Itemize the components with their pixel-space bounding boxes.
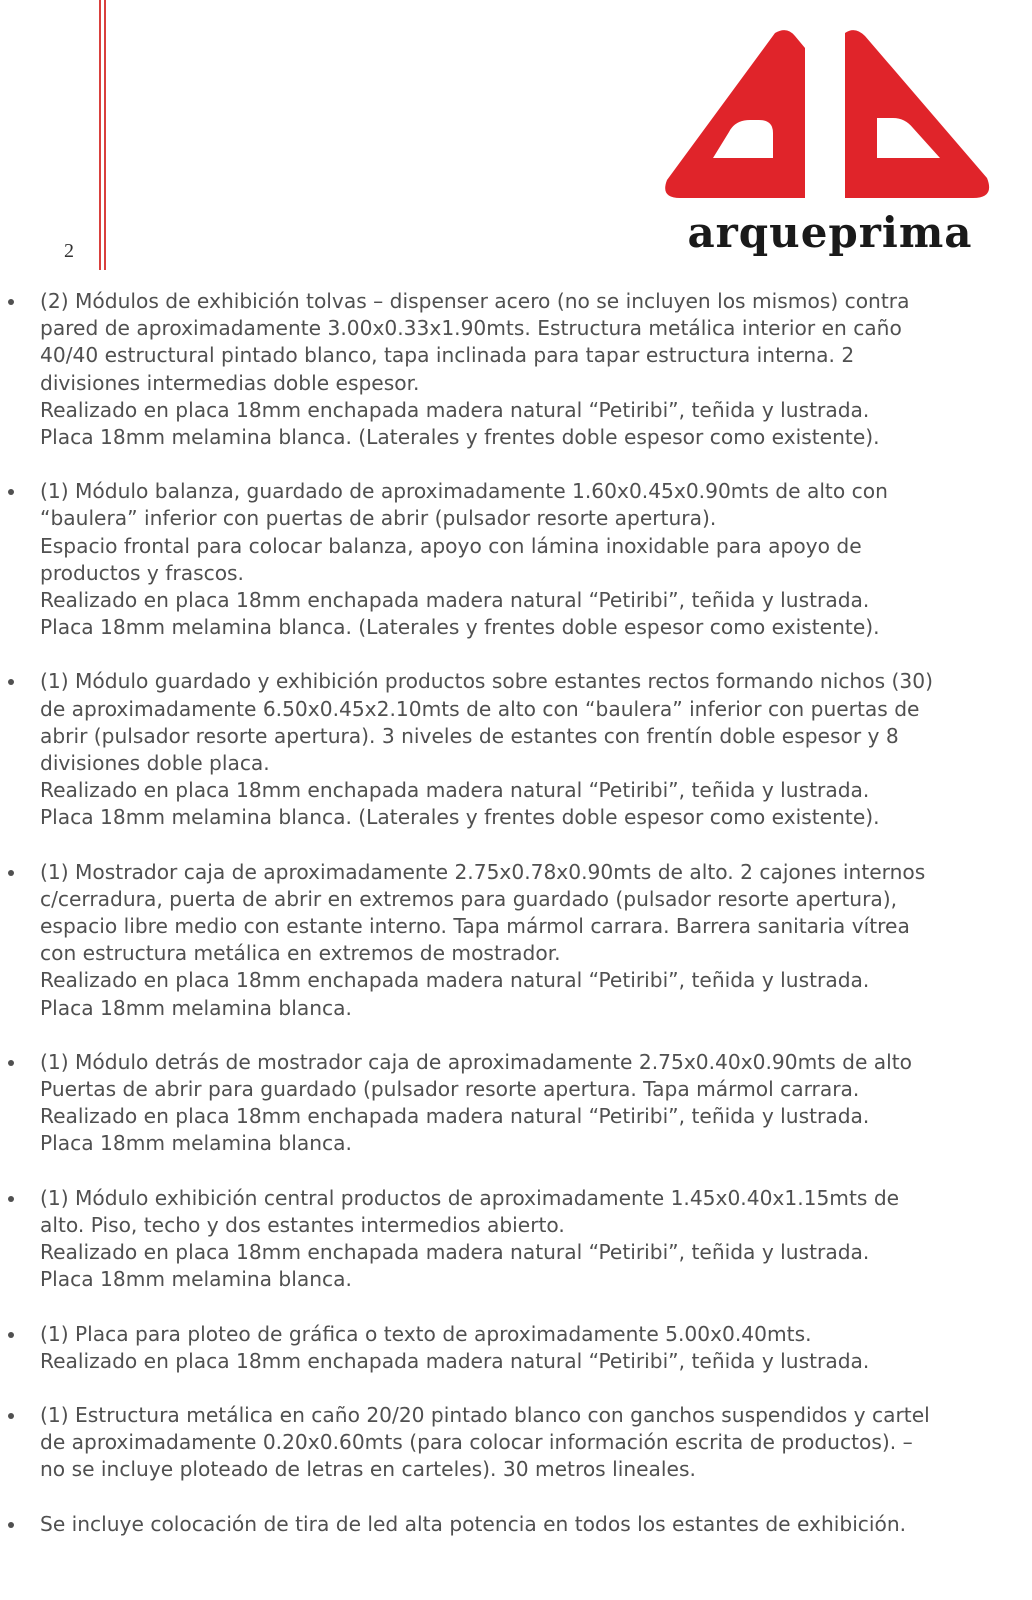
bullet-icon: [8, 679, 14, 685]
text-line: pared de aproximadamente 3.00x0.33x1.90mts. Estructura metálica interior en caño: [40, 316, 902, 341]
text-line: Placa 18mm melamina blanca. (Laterales y frentes doble espesor como existente).: [40, 615, 880, 640]
logo-mark-icon: [655, 28, 995, 208]
bullet-icon: [8, 1413, 14, 1419]
bullet-icon: [8, 870, 14, 876]
text-line: c/cerradura, puerta de abrir en extremos para guardado (pulsador resorte apertura),: [40, 886, 898, 911]
bullet-icon: [8, 1522, 14, 1528]
list-item: [0, 1321, 1032, 1375]
margin-line-left: [99, 0, 101, 270]
document-body: [0, 288, 1032, 1565]
list-item: [0, 478, 1032, 641]
text-line: 40/40 estructural pintado blanco, tapa inclinada para tapar estructura interna. 2: [40, 343, 855, 368]
text-line: (1) Módulo exhibición central productos de aproximadamente 1.45x0.40x1.15mts de: [40, 1185, 900, 1210]
text-line: de aproximadamente 0.20x0.60mts (para colocar información escrita de productos). –: [40, 1430, 913, 1455]
text-line: (2) Módulos de exhibición tolvas – dispenser acero (no se incluyen los mismos) contra: [40, 289, 910, 313]
text-line: no se incluye ploteado de letras en carteles). 30 metros lineales.: [40, 1457, 696, 1482]
list-item: [0, 1049, 1032, 1158]
margin-line-right: [104, 0, 106, 270]
bullet-icon: [8, 489, 14, 495]
text-line: (1) Placa para ploteo de gráfica o texto de aproximadamente 5.00x0.40mts.: [40, 1321, 812, 1346]
page-number: 2: [64, 240, 74, 262]
text-line: (1) Módulo guardado y exhibición productos sobre estantes rectos formando nichos (30): [40, 669, 933, 694]
text-line: (1) Módulo balanza, guardado de aproximadamente 1.60x0.45x0.90mts de alto con: [40, 479, 888, 504]
text-line: Realizado en placa 18mm enchapada madera natural “Petiribi”, teñida y lustrada.: [40, 1104, 870, 1129]
text-line: espacio libre medio con estante interno. Tapa mármol carrara. Barrera sanitaria vítrea: [40, 914, 910, 939]
text-line: divisiones intermedias doble espesor.: [40, 370, 420, 395]
text-line: Realizado en placa 18mm enchapada madera natural “Petiribi”, teñida y lustrada.: [40, 397, 870, 422]
arqueprima-logo: [650, 28, 1020, 268]
text-line: Realizado en placa 18mm enchapada madera natural “Petiribi”, teñida y lustrada.: [40, 588, 870, 613]
list-item: [0, 1402, 1032, 1484]
brand-name: arqueprima: [687, 208, 973, 257]
list-item: [0, 288, 1032, 451]
text-line: Placa 18mm melamina blanca. (Laterales y frentes doble espesor como existente).: [40, 805, 880, 830]
text-line: Realizado en placa 18mm enchapada madera natural “Petiribi”, teñida y lustrada.: [40, 1348, 870, 1373]
list-item: [0, 668, 1032, 831]
text-line: de aproximadamente 6.50x0.45x2.10mts de alto con “baulera” inferior con puertas de: [40, 696, 920, 721]
text-line: productos y frascos.: [40, 560, 244, 585]
text-line: Puertas de abrir para guardado (pulsador resorte apertura. Tapa mármol carrara.: [40, 1077, 860, 1102]
list-item: [0, 1185, 1032, 1294]
bullet-icon: [8, 1332, 14, 1338]
text-line: alto. Piso, techo y dos estantes intermedios abierto.: [40, 1212, 565, 1237]
text-line: abrir (pulsador resorte apertura). 3 niveles de estantes con frentín doble espesor y 8: [40, 723, 899, 748]
text-line: con estructura metálica en extremos de mostrador.: [40, 941, 561, 966]
text-line: Placa 18mm melamina blanca.: [40, 1131, 352, 1156]
text-line: Realizado en placa 18mm enchapada madera natural “Petiribi”, teñida y lustrada.: [40, 1240, 870, 1265]
text-line: Realizado en placa 18mm enchapada madera natural “Petiribi”, teñida y lustrada.: [40, 968, 870, 993]
list-item: [0, 1511, 1032, 1538]
text-line: Se incluye colocación de tira de led alta potencia en todos los estantes de exhibición.: [40, 1511, 907, 1536]
bullet-icon: [8, 299, 14, 305]
text-line: Placa 18mm melamina blanca.: [40, 995, 352, 1020]
text-line: (1) Módulo detrás de mostrador caja de aproximadamente 2.75x0.40x0.90mts de alto: [40, 1049, 913, 1074]
text-line: “baulera” inferior con puertas de abrir (pulsador resorte apertura).: [40, 506, 717, 531]
bullet-icon: [8, 1060, 14, 1066]
list-item: [0, 859, 1032, 1022]
text-line: Espacio frontal para colocar balanza, apoyo con lámina inoxidable para apoyo de: [40, 533, 862, 558]
text-line: divisiones doble placa.: [40, 751, 270, 776]
bullet-icon: [8, 1196, 14, 1202]
text-line: Placa 18mm melamina blanca. (Laterales y frentes doble espesor como existente).: [40, 425, 880, 450]
text-line: Placa 18mm melamina blanca.: [40, 1267, 352, 1292]
text-line: (1) Mostrador caja de aproximadamente 2.75x0.78x0.90mts de alto. 2 cajones internos: [40, 859, 926, 884]
text-line: Realizado en placa 18mm enchapada madera natural “Petiribi”, teñida y lustrada.: [40, 778, 870, 803]
text-line: (1) Estructura metálica en caño 20/20 pintado blanco con ganchos suspendidos y cartel: [40, 1402, 930, 1427]
